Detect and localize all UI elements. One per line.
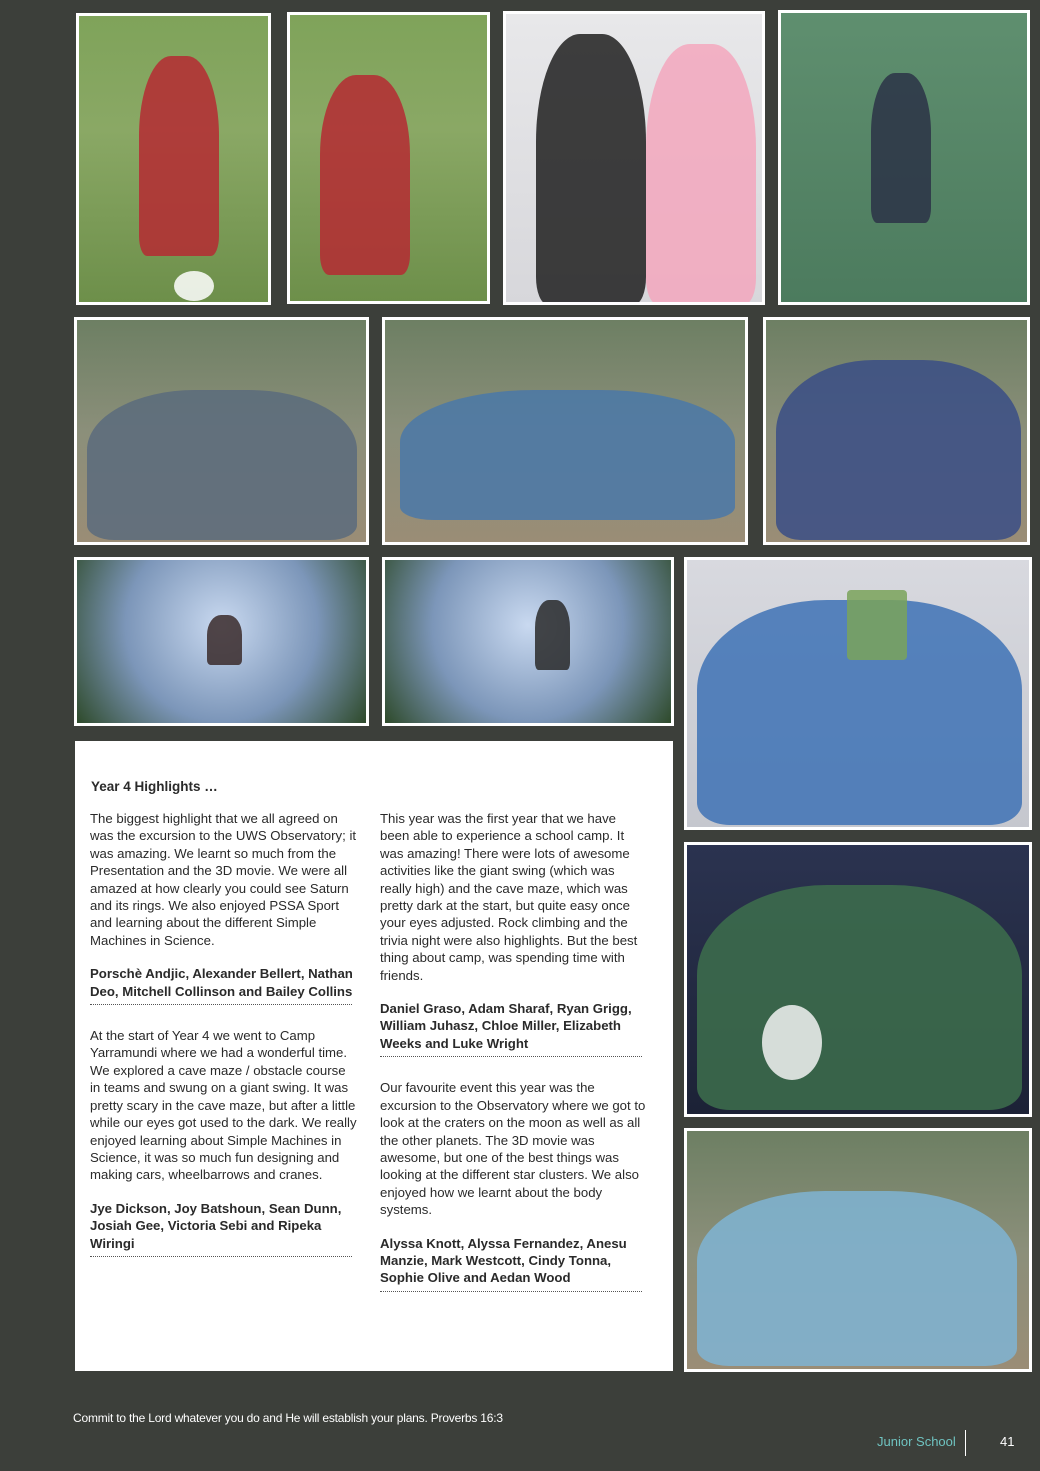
footer-divider: [965, 1430, 966, 1456]
author-names: Porschè Andjic, Alexander Bellert, Nathan Deo, Mitchell Collinson and Bailey Collins: [90, 966, 353, 999]
author-names: Alyssa Knott, Alyssa Fernandez, Anesu Manzie, Mark Westcott, Cindy Tonna, Sophie Olive and Aedan Wood: [380, 1235, 627, 1286]
photo-giant-swing-1: [74, 557, 369, 726]
photo-soccer-girl: [76, 13, 271, 305]
author-names: Jye Dickson, Joy Batshoun, Sean Dunn, Josiah Gee, Victoria Sebi and Ripeka Wiringi: [90, 1200, 342, 1251]
photo-costume-girls: [503, 11, 765, 305]
article-paragraph: This year was the first year that we have been able to experience a school camp. It was amazing! There were lots of awesome activities like the giant swing (which was really high) and the cave maze, which was pretty dark at the start, but quite easy once your eyes adjusted. Rock climbing and the trivia night were also highlights. But the best thing about camp, was spending time with friends.: [380, 811, 638, 983]
article-paragraph: At the start of Year 4 we went to Camp Yarramundi where we had a wonderful time. We explored a cave maze / obstacle course in teams and swung on a giant swing. It was pretty scary in the cave maze, but after a little while our eyes got used to the dark. We really enjoyed learning about Simple Machines in Science, it was so much fun designing and making cars, wheelbarrows and cranes.: [90, 1028, 357, 1183]
photo-girls-caps: [763, 317, 1030, 545]
article-heading: Year 4 Highlights …: [91, 779, 218, 794]
photo-costume-party: [684, 557, 1032, 830]
footer-quote: Commit to the Lord whatever you do and He will establish your plans. Proverbs 16:3: [73, 1411, 503, 1425]
article-year4-highlights: [75, 741, 673, 1371]
author-names: Daniel Graso, Adam Sharaf, Ryan Grigg, William Juhasz, Chloe Miller, Elizabeth Weeks and Luke Wright: [380, 1001, 632, 1051]
photo-soccer-boy: [287, 12, 490, 304]
footer-section-label: Junior School: [877, 1434, 956, 1449]
photo-giant-swing-2: [382, 557, 674, 726]
article-right-column: [380, 810, 648, 1292]
page-number: 41: [1000, 1434, 1015, 1449]
photo-boys-group: [74, 317, 369, 545]
photo-camp-group: [382, 317, 748, 545]
dotted-divider: [90, 1256, 352, 1257]
article-left-column: [90, 810, 358, 1257]
article-paragraph: The biggest highlight that we all agreed on was the excursion to the UWS Observatory; it was amazing. We learnt so much from the Presentation and the 3D movie. We were all amazed at how clearly you could see Saturn and its rings. We also enjoyed PSSA Sport and learning about the different Simple Machines in Science.: [90, 811, 357, 948]
article-paragraph: Our favourite event this year was the excursion to the Observatory where we got to look at the craters on the moon as well as all the other planets. The 3D movie was awesome, but one of the best things was looking at the different star clusters. We also enjoyed how we learnt about the body systems.: [380, 1080, 646, 1218]
photo-girls-forest: [684, 1128, 1032, 1372]
dotted-divider: [380, 1291, 642, 1292]
photo-rock-climbing: [778, 10, 1030, 305]
photo-trivia-night: [684, 842, 1032, 1117]
